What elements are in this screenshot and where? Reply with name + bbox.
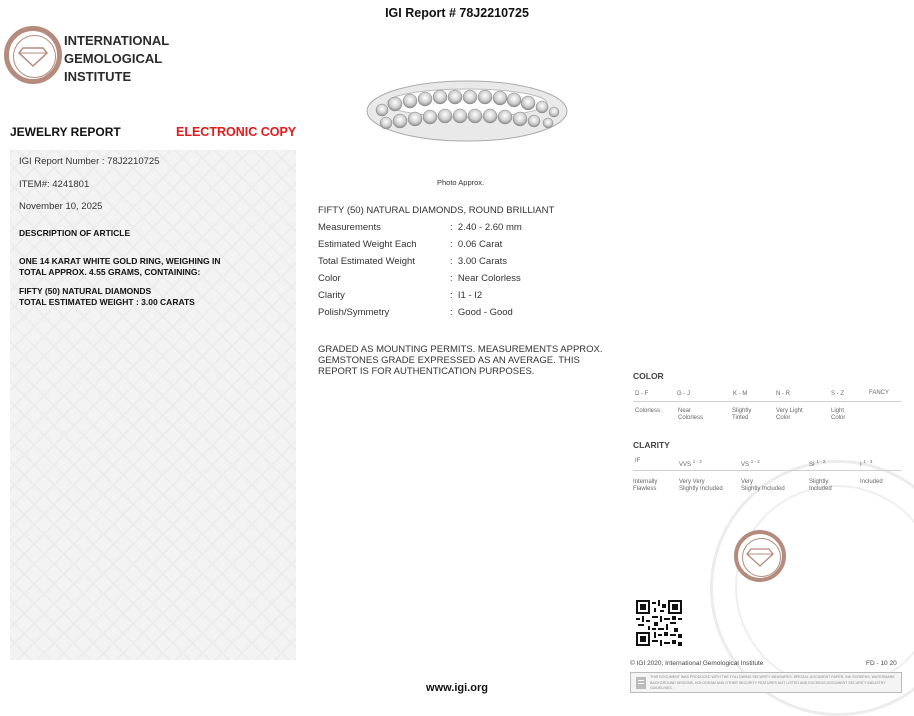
spec-value [450, 307, 513, 318]
clarity-grade-sub: 1 - 2 [750, 459, 760, 464]
color-grade: S - Z [831, 391, 844, 397]
spec-sep: : [450, 222, 453, 233]
color-desc [635, 408, 660, 415]
color-desc-line: Colorless [678, 415, 704, 421]
photo-caption: Photo Approx. [437, 178, 485, 187]
report-date: November 10, 2025 [19, 201, 103, 212]
color-grade: G - J [677, 391, 690, 397]
notes-line: REPORT IS FOR AUTHENTICATION PURPOSES. [318, 366, 535, 377]
clarity-desc-line: Included [860, 479, 883, 485]
spec-label: Measurements [318, 222, 381, 233]
spec-value-text: 2.40 - 2.60 mm [457, 222, 522, 233]
description-text [19, 256, 221, 278]
clarity-grade-sub: 1 - 2 [816, 459, 826, 464]
copyright: © IGI 2020, International Gemological Institute [630, 660, 764, 667]
color-scale-divider [633, 401, 901, 402]
item-number: ITEM#: 4241801 [19, 179, 90, 190]
clarity-desc-line: Internally [633, 479, 658, 485]
clarity-desc [679, 479, 723, 493]
spec-label: Clarity [318, 290, 345, 301]
clarity-scale-title: CLARITY [633, 440, 670, 450]
color-grade: N - R [776, 391, 790, 397]
clarity-desc-line: Very [741, 479, 754, 485]
org-line-2: GEMOLOGICAL [64, 51, 163, 66]
color-desc-line: Tinted [732, 415, 749, 421]
clarity-grade-sub: 1 - 3 [863, 459, 873, 464]
notes-line: GRADED AS MOUNTING PERMITS. MEASUREMENTS APPROX. [318, 344, 603, 355]
stones-summary [19, 286, 195, 308]
color-desc-line: Colorless [635, 408, 661, 414]
color-grade: D - F [635, 391, 649, 397]
form-code: FD - 10 20 [866, 660, 897, 667]
spec-value-text: I1 - I2 [457, 290, 483, 301]
org-line-3: INSTITUTE [64, 69, 132, 84]
clarity-desc-line: Slightly Included [741, 486, 785, 492]
color-desc-line: Color [776, 415, 791, 421]
clarity-desc [809, 479, 832, 493]
notes-line: GEMSTONES GRADE EXPRESSED AS AN AVERAGE. THIS [318, 355, 580, 366]
clarity-grade-code: VS [741, 462, 750, 468]
organization-name [64, 32, 169, 86]
security-line: BACKGROUND DESIGNS, HOLOGRAM AND OTHER SECURITY FEATURES NOT LISTED AND EXCEEDS DOCUMENT SECURITY INDUSTRY GUIDELINES. [650, 680, 886, 690]
clarity-desc-line: Slightly Included [679, 486, 723, 492]
color-desc [831, 408, 845, 422]
color-scale-title: COLOR [633, 371, 664, 381]
clarity-desc [633, 479, 657, 493]
igi-small-seal [734, 530, 786, 582]
stones-count: FIFTY (50) NATURAL DIAMONDS [19, 286, 152, 296]
electronic-copy-label: ELECTRONIC COPY [176, 125, 297, 139]
spec-value-text: Near Colorless [457, 273, 521, 284]
description-heading: DESCRIPTION OF ARTICLE [19, 228, 131, 238]
color-desc [732, 408, 751, 422]
total-weight: TOTAL ESTIMATED WEIGHT : 3.00 CARATS [19, 297, 195, 307]
spec-label: Total Estimated Weight [318, 256, 415, 267]
qr-code[interactable] [636, 600, 682, 646]
spec-sep: : [450, 273, 453, 284]
color-grade: FANCY [869, 390, 890, 396]
clarity-grade [741, 458, 760, 469]
security-line: THIS DOCUMENT WAS PRODUCED WITH THE FOLLOWING SECURITY MEASURES: SPECIAL DOCUMENT PAPER, INK SCREENS, WATERMARK [650, 675, 895, 679]
igi-logo-seal [4, 26, 62, 84]
clarity-desc-line: Flawless [633, 486, 657, 492]
clarity-grade-code: IF [635, 458, 641, 464]
clarity-grade [635, 458, 640, 465]
color-desc-line: Near [678, 408, 692, 414]
color-desc-line: Color [831, 415, 846, 421]
spec-sep: : [450, 256, 453, 267]
spec-label: Color [318, 273, 341, 284]
org-line-1: INTERNATIONAL [64, 33, 170, 48]
spec-label: Estimated Weight Each [318, 239, 417, 250]
clarity-grade [809, 458, 825, 469]
grading-notes [318, 344, 608, 377]
clarity-desc [860, 479, 883, 486]
color-desc-line: Slightly [732, 408, 752, 414]
color-grade: K - M [733, 391, 748, 397]
clarity-grade-code: I [860, 462, 862, 468]
report-type: JEWELRY REPORT [10, 125, 121, 139]
specs-heading: FIFTY (50) NATURAL DIAMONDS, ROUND BRILLIANT [318, 205, 555, 216]
report-title: IGI Report # 78J2210725 [385, 6, 529, 20]
clarity-desc-line: Included [809, 486, 832, 492]
spec-value [450, 290, 482, 301]
spec-sep: : [450, 290, 453, 301]
clarity-grade-code: SI [809, 462, 815, 468]
spec-sep: : [450, 307, 453, 318]
clarity-grade-sub: 1 - 2 [692, 459, 702, 464]
clarity-grade-code: VVS [679, 462, 692, 468]
clarity-desc [741, 479, 785, 493]
spec-value-text: Good - Good [457, 307, 513, 318]
spec-label: Polish/Symmetry [318, 307, 390, 318]
clarity-grade [860, 458, 872, 469]
color-desc [678, 408, 703, 422]
clarity-desc-line: Slightly [809, 479, 829, 485]
spec-value [450, 239, 502, 250]
spec-value [450, 256, 507, 267]
spec-value-text: 0.06 Carat [457, 239, 503, 250]
clarity-desc-line: Very Very [679, 479, 705, 485]
website-link[interactable]: www.igi.org [426, 682, 488, 694]
spec-sep: : [450, 239, 453, 250]
ring-photo [362, 75, 572, 147]
report-number: IGI Report Number : 78J2210725 [19, 156, 160, 167]
color-desc-line: Very Light [776, 408, 803, 414]
description-line: TOTAL APPROX. 4.55 GRAMS, CONTAINING: [19, 267, 201, 277]
color-desc-line: Light [831, 408, 845, 414]
security-background-panel [10, 150, 296, 660]
spec-value [450, 222, 522, 233]
color-desc [776, 408, 803, 422]
description-line: ONE 14 KARAT WHITE GOLD RING, WEIGHING IN [19, 256, 221, 266]
clarity-grade [679, 458, 702, 469]
clarity-scale-divider [633, 470, 901, 471]
spec-value-text: 3.00 Carats [457, 256, 508, 267]
spec-value [450, 273, 521, 284]
